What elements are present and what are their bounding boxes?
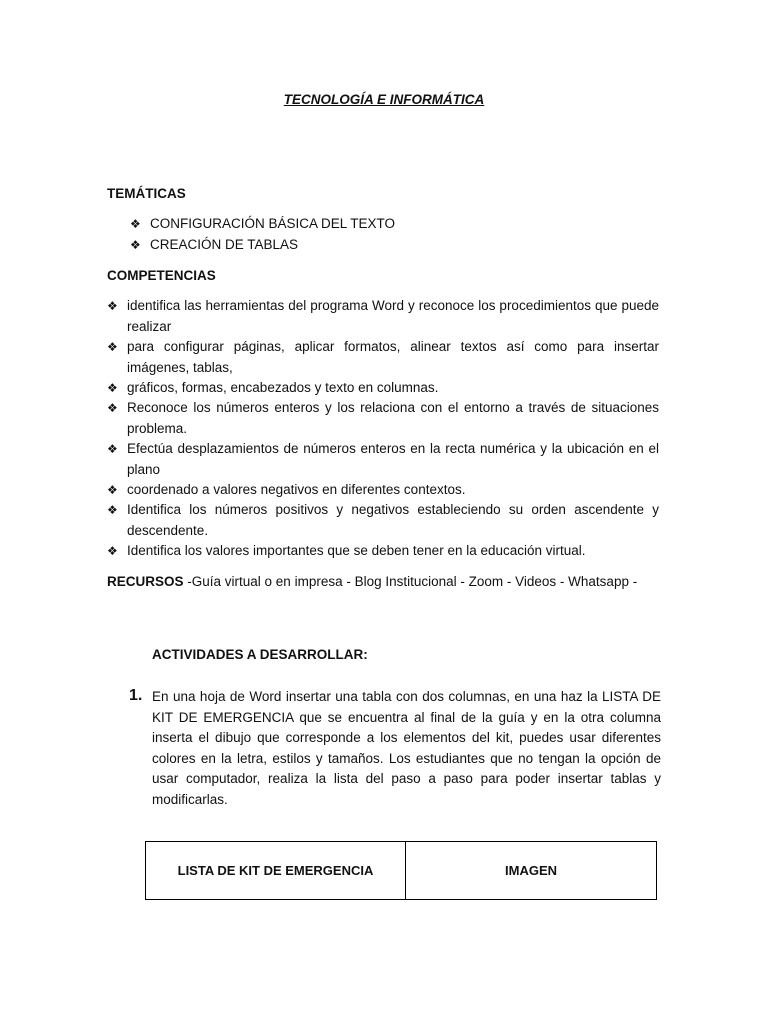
diamond-bullet-icon: ❖	[107, 340, 118, 354]
diamond-bullet-icon: ❖	[107, 483, 118, 497]
list-item	[107, 296, 661, 337]
list-item	[107, 439, 661, 480]
diamond-bullet-icon: ❖	[107, 503, 118, 517]
diamond-bullet-icon: ❖	[107, 401, 118, 415]
competencia-item: para configurar páginas, aplicar formatos, alinear textos así como para insertar imágenes, tablas,	[127, 339, 659, 375]
table-cell-lista: LISTA DE KIT DE EMERGENCIA	[146, 842, 406, 900]
competencia-item: coordenado a valores negativos en diferentes contextos.	[127, 482, 466, 497]
tematicas-heading: TEMÁTICAS	[107, 186, 186, 201]
diamond-bullet-icon: ❖	[107, 381, 118, 395]
recursos-text: -Guía virtual o en impresa - Blog Institucional - Zoom - Videos - Whatsapp -	[183, 574, 638, 589]
diamond-bullet-icon: ❖	[130, 238, 141, 252]
competencia-item: Identifica los números positivos y negativos estableciendo su orden ascendente y descendente.	[127, 502, 659, 538]
actividades-heading: ACTIVIDADES A DESARROLLAR:	[152, 647, 368, 662]
activity-number: 1.	[129, 687, 143, 704]
diamond-bullet-icon: ❖	[130, 217, 141, 231]
diamond-bullet-icon: ❖	[107, 442, 118, 456]
diamond-bullet-icon: ❖	[107, 544, 118, 558]
list-item	[107, 541, 661, 562]
recursos-line	[107, 574, 667, 589]
activity-text: En una hoja de Word insertar una tabla con dos columnas, en una haz la LISTA DE KIT DE EMERGENCIA que se encuentra al final de la guía y en la otra columna inserta el dibujo que corresponde a los elementos del kit, puedes usar diferentes colores en la letra, estilos y tamaños. Los estudiantes que no tengan la opción de usar computador, realiza la lista del paso a paso para poder insertar tablas y modificarlas.	[152, 689, 661, 807]
document-title: TECNOLOGÍA E INFORMÁTICA	[283, 92, 485, 107]
competencias-heading: COMPETENCIAS	[107, 268, 216, 283]
table-row	[146, 842, 657, 900]
list-item	[107, 378, 661, 399]
list-item	[107, 398, 661, 439]
list-item	[107, 337, 661, 378]
competencia-item: identifica las herramientas del programa Word y reconoce los procedimientos que puede realizar	[127, 298, 659, 334]
kit-table	[145, 841, 657, 900]
tematica-item: CREACIÓN DE TABLAS	[150, 237, 299, 252]
list-item	[107, 500, 661, 541]
recursos-label: RECURSOS	[107, 574, 184, 589]
diamond-bullet-icon: ❖	[107, 299, 118, 313]
competencia-item: Identifica los valores importantes que se deben tener en la educación virtual.	[127, 543, 586, 558]
competencia-item: Reconoce los números enteros y los relaciona con el entorno a través de situaciones problema.	[127, 400, 659, 436]
list-item	[107, 480, 661, 501]
list-item	[130, 214, 650, 235]
tematica-item: CONFIGURACIÓN BÁSICA DEL TEXTO	[150, 216, 396, 231]
competencia-item: gráficos, formas, encabezados y texto en columnas.	[127, 380, 439, 395]
table-cell-imagen: IMAGEN	[406, 842, 657, 900]
list-item	[130, 235, 650, 256]
competencia-item: Efectúa desplazamientos de números enteros en la recta numérica y la ubicación en el plano	[127, 441, 659, 477]
